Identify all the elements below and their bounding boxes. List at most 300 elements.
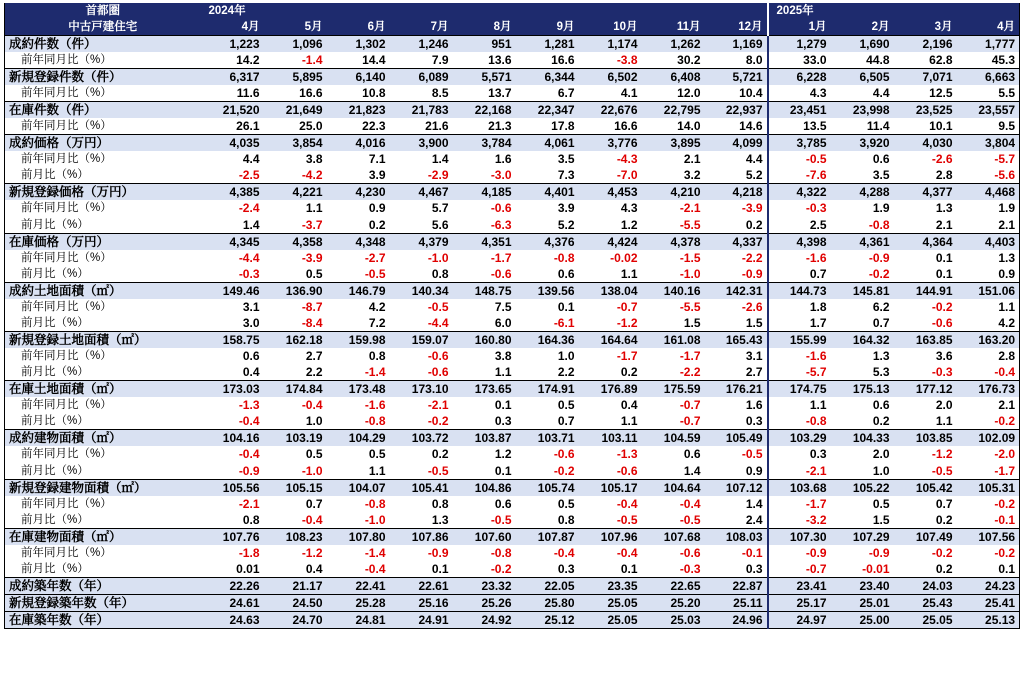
value-cell: 3,785 (768, 135, 831, 152)
value-cell: 164.32 (831, 331, 894, 348)
value-cell: 1,777 (957, 36, 1020, 53)
value-cell: -0.4 (327, 561, 390, 578)
value-cell: 107.60 (453, 528, 516, 545)
value-cell: 24.50 (264, 594, 327, 611)
value-cell: 23.40 (831, 577, 894, 594)
metric-row (5, 594, 1020, 611)
row-label: 前月比（%） (5, 266, 201, 283)
value-cell: 139.56 (516, 282, 579, 299)
value-cell: 108.23 (264, 528, 327, 545)
value-cell: -2.1 (390, 397, 453, 413)
value-cell: -0.2 (894, 545, 957, 561)
row-label: 新規登録件数（件） (5, 69, 201, 86)
value-cell: 105.74 (516, 479, 579, 496)
value-cell: 158.75 (201, 331, 264, 348)
value-cell: 0.8 (201, 512, 264, 529)
value-cell: 5.6 (390, 217, 453, 234)
value-cell: 164.64 (579, 331, 642, 348)
value-cell: 2.1 (642, 151, 705, 167)
row-label: 前月比（%） (5, 463, 201, 480)
value-cell: -1.7 (579, 348, 642, 364)
value-cell: -0.9 (831, 545, 894, 561)
value-cell: 105.42 (894, 479, 957, 496)
value-cell: 23,451 (768, 102, 831, 119)
value-cell: -0.2 (453, 561, 516, 578)
value-cell: 1.1 (264, 200, 327, 216)
row-label: 前月比（%） (5, 217, 201, 234)
value-cell: -0.4 (516, 545, 579, 561)
value-cell: 0.1 (453, 397, 516, 413)
ratio-row (5, 348, 1020, 364)
value-cell: 5,721 (705, 69, 768, 86)
value-cell: -0.1 (957, 512, 1020, 529)
value-cell: -1.7 (642, 348, 705, 364)
value-cell: 0.6 (516, 266, 579, 283)
value-cell: 23,998 (831, 102, 894, 119)
value-cell: -1.4 (264, 52, 327, 69)
value-cell: 25.20 (642, 594, 705, 611)
row-label: 在庫築年数（年） (5, 611, 201, 628)
value-cell: 25.80 (516, 594, 579, 611)
value-cell: 1.0 (831, 463, 894, 480)
value-cell: 3.8 (453, 348, 516, 364)
value-cell: -0.6 (642, 545, 705, 561)
metric-row (5, 69, 1020, 86)
value-cell: 0.01 (201, 561, 264, 578)
value-cell: 0.1 (516, 299, 579, 315)
value-cell: 1.5 (642, 315, 705, 332)
value-cell: 2.1 (957, 397, 1020, 413)
value-cell: 16.6 (516, 52, 579, 69)
table-body (5, 36, 1020, 629)
header-row-years (5, 3, 1020, 19)
value-cell: 164.36 (516, 331, 579, 348)
value-cell: -0.4 (264, 512, 327, 529)
value-cell: -0.4 (957, 364, 1020, 381)
value-cell: -1.7 (453, 250, 516, 266)
value-cell: 0.6 (642, 446, 705, 462)
value-cell: 23,557 (957, 102, 1020, 119)
value-cell: 7.9 (390, 52, 453, 69)
value-cell: 1.1 (579, 413, 642, 430)
value-cell: 104.59 (642, 430, 705, 447)
value-cell: 25.01 (831, 594, 894, 611)
value-cell: 107.30 (768, 528, 831, 545)
value-cell: 14.0 (642, 118, 705, 135)
value-cell: 0.3 (705, 561, 768, 578)
value-cell: 161.08 (642, 331, 705, 348)
value-cell: 14.6 (705, 118, 768, 135)
value-cell: 13.7 (453, 85, 516, 102)
value-cell: 4,379 (390, 233, 453, 250)
row-label: 成約件数（件） (5, 36, 201, 53)
value-cell: -5.5 (642, 299, 705, 315)
value-cell: -1.0 (390, 250, 453, 266)
value-cell: 2.7 (705, 364, 768, 381)
value-cell: 159.98 (327, 331, 390, 348)
value-cell: 0.6 (453, 496, 516, 512)
row-label: 前月比（%） (5, 167, 201, 184)
ratio-row (5, 446, 1020, 462)
value-cell: 22.41 (327, 577, 390, 594)
metric-row (5, 36, 1020, 53)
metric-row (5, 135, 1020, 152)
value-cell: 107.56 (957, 528, 1020, 545)
value-cell: -0.9 (201, 463, 264, 480)
header-month: 11月 (642, 19, 705, 36)
value-cell: 107.86 (390, 528, 453, 545)
row-label: 前年同月比（%） (5, 118, 201, 135)
value-cell: -8.4 (264, 315, 327, 332)
value-cell: -0.2 (957, 496, 1020, 512)
row-label: 新規登録建物面積（㎡） (5, 479, 201, 496)
value-cell: 3.8 (264, 151, 327, 167)
value-cell: 21,823 (327, 102, 390, 119)
value-cell: 4,348 (327, 233, 390, 250)
value-cell: -7.6 (768, 167, 831, 184)
value-cell: -2.2 (642, 364, 705, 381)
value-cell: 4,364 (894, 233, 957, 250)
row-label: 前年同月比（%） (5, 52, 201, 69)
value-cell: 0.4 (201, 364, 264, 381)
value-cell: 1,281 (516, 36, 579, 53)
value-cell: 0.4 (579, 397, 642, 413)
value-cell: 0.5 (831, 496, 894, 512)
value-cell: -0.2 (957, 545, 1020, 561)
value-cell: -0.6 (894, 315, 957, 332)
value-cell: -0.9 (705, 266, 768, 283)
value-cell: 0.2 (579, 364, 642, 381)
value-cell: 13.5 (768, 118, 831, 135)
value-cell: 6,502 (579, 69, 642, 86)
value-cell: 163.85 (894, 331, 957, 348)
value-cell: -1.7 (768, 496, 831, 512)
value-cell: -0.9 (390, 545, 453, 561)
value-cell: 162.18 (264, 331, 327, 348)
value-cell: 25.17 (768, 594, 831, 611)
value-cell: 11.4 (831, 118, 894, 135)
value-cell: 1,302 (327, 36, 390, 53)
value-cell: 1.3 (894, 200, 957, 216)
value-cell: -2.1 (201, 496, 264, 512)
value-cell: 148.75 (453, 282, 516, 299)
value-cell: 163.20 (957, 331, 1020, 348)
row-label: 成約価格（万円） (5, 135, 201, 152)
value-cell: 1.1 (579, 266, 642, 283)
value-cell: 105.49 (705, 430, 768, 447)
ratio-row (5, 266, 1020, 283)
value-cell: -0.5 (768, 151, 831, 167)
value-cell: 3,895 (642, 135, 705, 152)
value-cell: 0.5 (264, 446, 327, 462)
value-cell: 16.6 (579, 118, 642, 135)
value-cell: -5.6 (957, 167, 1020, 184)
value-cell: -0.4 (579, 496, 642, 512)
value-cell: -5.7 (768, 364, 831, 381)
value-cell: 2.1 (894, 217, 957, 234)
value-cell: -4.2 (264, 167, 327, 184)
value-cell: -0.5 (894, 463, 957, 480)
value-cell: -6.3 (453, 217, 516, 234)
value-cell: 4.4 (705, 151, 768, 167)
value-cell: 104.07 (327, 479, 390, 496)
value-cell: 4.4 (201, 151, 264, 167)
value-cell: -0.7 (579, 299, 642, 315)
value-cell: 22,347 (516, 102, 579, 119)
value-cell: 2.8 (894, 167, 957, 184)
row-label: 前月比（%） (5, 561, 201, 578)
value-cell: 4.2 (957, 315, 1020, 332)
ratio-row (5, 118, 1020, 135)
value-cell: -0.9 (831, 250, 894, 266)
value-cell: 3,804 (957, 135, 1020, 152)
header-month: 10月 (579, 19, 642, 36)
row-label: 前年同月比（%） (5, 200, 201, 216)
metric-row (5, 282, 1020, 299)
value-cell: 136.90 (264, 282, 327, 299)
value-cell: 5.7 (390, 200, 453, 216)
value-cell: 21.3 (453, 118, 516, 135)
metric-row (5, 479, 1020, 496)
value-cell: 104.16 (201, 430, 264, 447)
value-cell: 4.2 (327, 299, 390, 315)
row-label: 新規登録土地面積（㎡） (5, 331, 201, 348)
value-cell: 2,196 (894, 36, 957, 53)
value-cell: 145.81 (831, 282, 894, 299)
value-cell: 0.9 (705, 463, 768, 480)
header-month: 9月 (516, 19, 579, 36)
value-cell: 105.56 (201, 479, 264, 496)
value-cell: 4,377 (894, 184, 957, 201)
value-cell: 23,525 (894, 102, 957, 119)
value-cell: -0.6 (516, 446, 579, 462)
value-cell: 177.12 (894, 381, 957, 398)
value-cell: -1.0 (327, 512, 390, 529)
ratio-row (5, 151, 1020, 167)
value-cell: 23.35 (579, 577, 642, 594)
value-cell: 107.29 (831, 528, 894, 545)
value-cell: -0.8 (768, 413, 831, 430)
value-cell: 176.21 (705, 381, 768, 398)
value-cell: 0.1 (894, 250, 957, 266)
value-cell: 6.7 (516, 85, 579, 102)
row-label: 新規登録価格（万円） (5, 184, 201, 201)
value-cell: -0.3 (642, 561, 705, 578)
value-cell: 5.2 (705, 167, 768, 184)
header-year-2024: 2024年 (201, 3, 768, 19)
value-cell: 103.71 (516, 430, 579, 447)
value-cell: 4,210 (642, 184, 705, 201)
value-cell: -1.6 (768, 348, 831, 364)
metric-row (5, 430, 1020, 447)
value-cell: -1.2 (894, 446, 957, 462)
value-cell: 24.63 (201, 611, 264, 628)
value-cell: 1,690 (831, 36, 894, 53)
value-cell: 0.3 (768, 446, 831, 462)
value-cell: -0.3 (201, 266, 264, 283)
value-cell: 0.2 (894, 561, 957, 578)
value-cell: 0.2 (390, 446, 453, 462)
value-cell: 1.1 (894, 413, 957, 430)
value-cell: 0.7 (894, 496, 957, 512)
value-cell: 7.2 (327, 315, 390, 332)
value-cell: 4.3 (579, 200, 642, 216)
value-cell: 149.46 (201, 282, 264, 299)
value-cell: 144.91 (894, 282, 957, 299)
value-cell: 107.96 (579, 528, 642, 545)
value-cell: -1.3 (201, 397, 264, 413)
value-cell: 104.86 (453, 479, 516, 496)
value-cell: 0.2 (705, 217, 768, 234)
value-cell: 0.3 (705, 413, 768, 430)
value-cell: 3.1 (705, 348, 768, 364)
value-cell: 1.1 (327, 463, 390, 480)
value-cell: 176.89 (579, 381, 642, 398)
value-cell: 4,468 (957, 184, 1020, 201)
value-cell: 21.6 (390, 118, 453, 135)
value-cell: 3.6 (894, 348, 957, 364)
value-cell: -0.6 (453, 200, 516, 216)
value-cell: 4,218 (705, 184, 768, 201)
value-cell: 140.16 (642, 282, 705, 299)
value-cell: 1,262 (642, 36, 705, 53)
value-cell: 0.8 (390, 496, 453, 512)
value-cell: 10.4 (705, 85, 768, 102)
value-cell: 24.96 (705, 611, 768, 628)
value-cell: 3,776 (579, 135, 642, 152)
value-cell: 5.2 (516, 217, 579, 234)
value-cell: 1.1 (957, 299, 1020, 315)
value-cell: 104.33 (831, 430, 894, 447)
value-cell: 17.8 (516, 118, 579, 135)
value-cell: 155.99 (768, 331, 831, 348)
row-label: 前月比（%） (5, 364, 201, 381)
value-cell: 4,398 (768, 233, 831, 250)
value-cell: 22.61 (390, 577, 453, 594)
value-cell: 25.03 (642, 611, 705, 628)
value-cell: 4,016 (327, 135, 390, 152)
value-cell: -1.6 (327, 397, 390, 413)
value-cell: -0.02 (579, 250, 642, 266)
value-cell: 3,900 (390, 135, 453, 152)
value-cell: 0.5 (516, 397, 579, 413)
value-cell: 22.26 (201, 577, 264, 594)
value-cell: 1.1 (453, 364, 516, 381)
header-month: 2月 (831, 19, 894, 36)
value-cell: 2.1 (957, 217, 1020, 234)
value-cell: 174.75 (768, 381, 831, 398)
ratio-row (5, 561, 1020, 578)
header-month: 12月 (705, 19, 768, 36)
value-cell: 1.7 (768, 315, 831, 332)
value-cell: 1,279 (768, 36, 831, 53)
value-cell: 1,246 (390, 36, 453, 53)
value-cell: -5.5 (642, 217, 705, 234)
value-cell: 7.3 (516, 167, 579, 184)
header-row-months (5, 19, 1020, 36)
value-cell: 0.8 (327, 348, 390, 364)
value-cell: 6,317 (201, 69, 264, 86)
value-cell: 2.2 (516, 364, 579, 381)
value-cell: 1.4 (705, 496, 768, 512)
value-cell: 3.2 (642, 167, 705, 184)
value-cell: 1.4 (642, 463, 705, 480)
value-cell: 4.1 (579, 85, 642, 102)
value-cell: 0.5 (516, 496, 579, 512)
header-month: 4月 (957, 19, 1020, 36)
value-cell: -0.5 (453, 512, 516, 529)
value-cell: 24.91 (390, 611, 453, 628)
value-cell: -3.9 (264, 250, 327, 266)
value-cell: 0.9 (327, 200, 390, 216)
value-cell: 0.8 (516, 512, 579, 529)
value-cell: 5,895 (264, 69, 327, 86)
value-cell: 6,663 (957, 69, 1020, 86)
value-cell: 4,401 (516, 184, 579, 201)
value-cell: -0.8 (327, 413, 390, 430)
value-cell: 4,099 (705, 135, 768, 152)
value-cell: 23.32 (453, 577, 516, 594)
value-cell: 2.0 (831, 446, 894, 462)
value-cell: 1,096 (264, 36, 327, 53)
value-cell: 21,649 (264, 102, 327, 119)
value-cell: 5.5 (957, 85, 1020, 102)
value-cell: 0.6 (831, 397, 894, 413)
row-label: 前月比（%） (5, 512, 201, 529)
value-cell: -0.5 (705, 446, 768, 462)
value-cell: 0.2 (831, 413, 894, 430)
value-cell: 25.05 (894, 611, 957, 628)
value-cell: 14.4 (327, 52, 390, 69)
value-cell: 3,784 (453, 135, 516, 152)
value-cell: 25.05 (579, 611, 642, 628)
metric-row (5, 233, 1020, 250)
value-cell: 22,676 (579, 102, 642, 119)
value-cell: 24.61 (201, 594, 264, 611)
value-cell: -2.6 (705, 299, 768, 315)
value-cell: -1.2 (579, 315, 642, 332)
value-cell: 0.8 (390, 266, 453, 283)
row-label: 成約築年数（年） (5, 577, 201, 594)
value-cell: -3.2 (768, 512, 831, 529)
value-cell: 22.3 (327, 118, 390, 135)
value-cell: 0.3 (453, 413, 516, 430)
value-cell: 7.1 (327, 151, 390, 167)
value-cell: 4,061 (516, 135, 579, 152)
row-label: 在庫件数（件） (5, 102, 201, 119)
value-cell: 951 (453, 36, 516, 53)
value-cell: 160.80 (453, 331, 516, 348)
value-cell: -0.4 (201, 446, 264, 462)
value-cell: 25.0 (264, 118, 327, 135)
value-cell: 173.65 (453, 381, 516, 398)
value-cell: 0.6 (201, 348, 264, 364)
value-cell: 3.0 (201, 315, 264, 332)
value-cell: 6,140 (327, 69, 390, 86)
value-cell: 1.3 (831, 348, 894, 364)
value-cell: -2.4 (201, 200, 264, 216)
value-cell: 107.76 (201, 528, 264, 545)
ratio-row (5, 299, 1020, 315)
value-cell: 174.84 (264, 381, 327, 398)
value-cell: 146.79 (327, 282, 390, 299)
value-cell: -5.7 (957, 151, 1020, 167)
value-cell: 25.00 (831, 611, 894, 628)
value-cell: 159.07 (390, 331, 453, 348)
value-cell: -1.4 (327, 364, 390, 381)
row-label: 前年同月比（%） (5, 446, 201, 462)
value-cell: 0.1 (453, 463, 516, 480)
